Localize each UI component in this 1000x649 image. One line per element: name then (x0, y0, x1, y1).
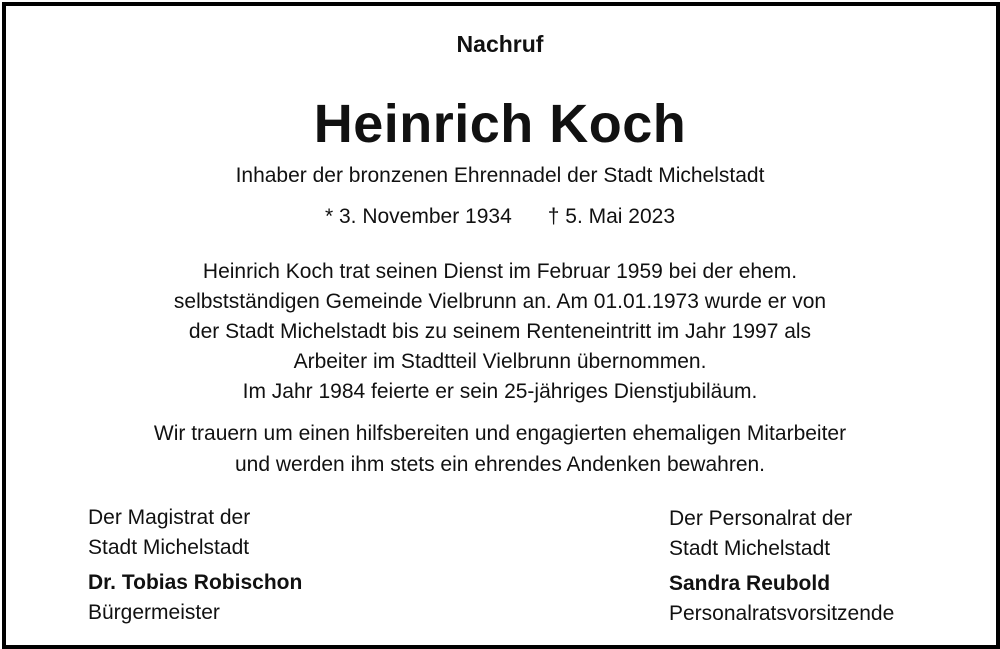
notice-heading: Nachruf (456, 31, 544, 57)
signature-personalrat (669, 504, 894, 629)
deceased-name: Heinrich Koch (313, 94, 687, 154)
text-line: Arbeiter im Stadtteil Vielbrunn übernommen. (293, 350, 707, 373)
signature-magistrat (88, 503, 302, 628)
organization-line: Stadt Michelstadt (88, 536, 250, 559)
life-dates (0, 203, 1000, 231)
text-line: Heinrich Koch trat seinen Dienst im Februar 1959 bei der ehem. (202, 260, 798, 283)
organization-line: Der Personalrat der (669, 507, 853, 530)
text-line: der Stadt Michelstadt bis zu seinem Renteneintritt im Jahr 1997 als (188, 320, 812, 343)
signature-organization (88, 503, 302, 563)
signatory-role: Personalratsvorsitzende (669, 602, 895, 625)
obituary-text (0, 257, 1000, 407)
text-line: Wir trauern um einen hilfsbereiten und engagierten ehemaligen Mitarbeiter (153, 422, 847, 445)
organization-line: Der Magistrat der (88, 506, 251, 529)
organization-line: Stadt Michelstadt (669, 537, 831, 560)
signatory-role: Bürgermeister (88, 601, 220, 624)
signatory-name: Sandra Reubold (669, 572, 831, 595)
closing-text (0, 418, 1000, 480)
birth-date: * 3. November 1934 (324, 205, 512, 228)
signatory-name: Dr. Tobias Robischon (88, 571, 303, 594)
signature-organization (669, 504, 894, 564)
text-line: Im Jahr 1984 feierte er sein 25-jähriges Dienstjubiläum. (242, 380, 758, 403)
death-date: † 5. Mai 2023 (547, 205, 676, 228)
text-line: und werden ihm stets ein ehrendes Andenken bewahren. (234, 453, 766, 476)
text-line: selbstständigen Gemeinde Vielbrunn an. Am 01.01.1973 wurde er von (173, 290, 827, 313)
honor-line: Inhaber der bronzenen Ehrennadel der Stadt Michelstadt (235, 164, 765, 187)
